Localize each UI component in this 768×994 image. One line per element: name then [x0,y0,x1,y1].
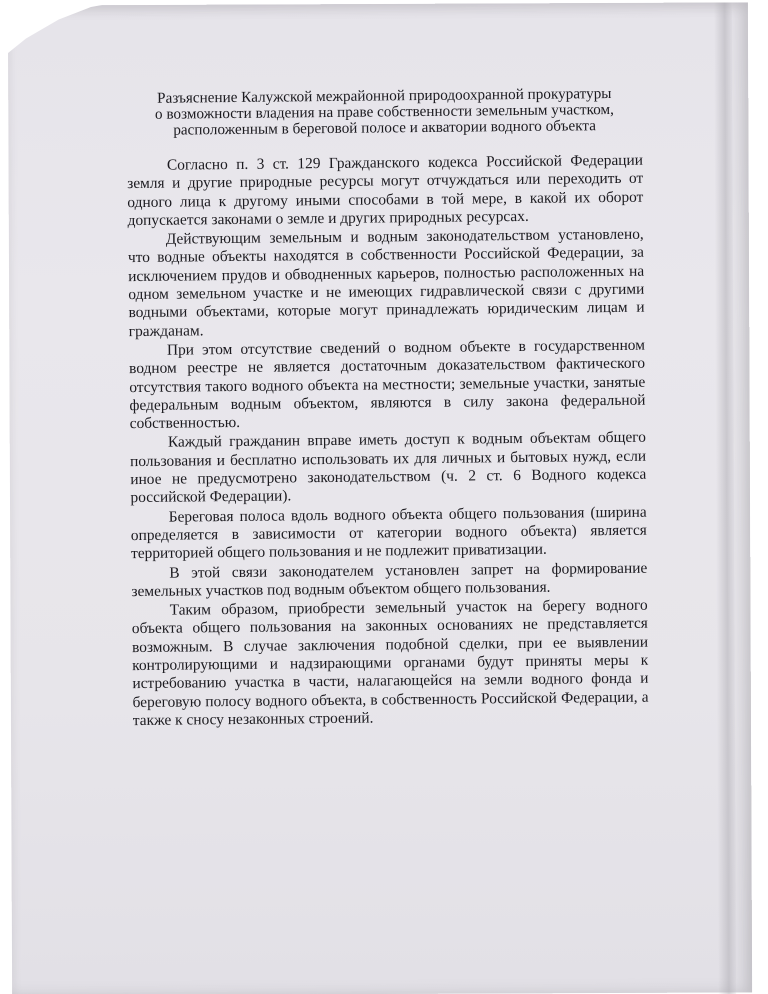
document-body [126,86,649,731]
paragraph-water-ownership: Действующим земельным и водным законодательством установлено, что водные объекты находятся в собственности Российской Федерации, за исключением прудов и обводненных карьеров, полностью расположенных на одном земельном участке и не имеющих гидравлической связи с другими водными объектами, которые могут принадлежать юридическим лицам и гражданам. [127,225,645,340]
paragraph-public-access: Каждый гражданин вправе иметь доступ к водным объектам общего пользования и бесплатно использовать их для личных и бытовых нужд, если иное не предусмотрено законодательством (ч. 2 ст. 6 Водного кодекса российской Федерации). [130,429,647,507]
paragraph-prohibition: В этой связи законодателем установлен запрет на формирование земельных участков под водным объектом общего пользования. [131,559,648,600]
paragraph-shore-strip: Береговая полоса вдоль водного объекта общего пользования (ширина определяется в зависимости от категории водного объекта) является территорией общего пользования и не подлежит приватизации. [130,503,647,563]
paragraph-conclusion: Таким образом, приобрести земельный участок на берегу водного объекта общего пользования на законных основаниях не представляется возможным. В случае заключения подобной сделки, при ее выявлении контролирующими и надзирающими органами будут приняты меры к истребованию участка в части, налагающейся на земли водного фонда и береговую полосу водного объекта, в собственность Российской Федерации, а также к сносу незаконных строений. [131,596,649,729]
title-line: о возможности владения на праве собственности земельным участком, [154,100,614,123]
paragraph-water-registry: При этом отсутствие сведений о водном объекте в государственном водном реестре не является достаточным доказательством фактического отсутствия такого водного объекта на местности; земельные участки, занятые федеральным водным объектом, являются в силу закона федеральной собственностью. [129,336,646,433]
title-line: расположенным в береговой полосе и акватории водного объекта [173,117,597,139]
copier-edge-shadow [714,2,736,994]
document-title [126,86,642,139]
paragraph-civil-code: Согласно п. 3 ст. 129 Гражданского кодекса Российской Федерации земля и другие природные ресурсы могут отчуждаться или переходить от одного лица к другому иными способами в той мере, в какой их оборот допускается законами о земле и других природных ресурсах. [127,151,644,229]
paper-sheet [8,2,752,994]
title-line: Разъяснение Калужской межрайонной природоохранной прокуратуры [157,85,612,107]
